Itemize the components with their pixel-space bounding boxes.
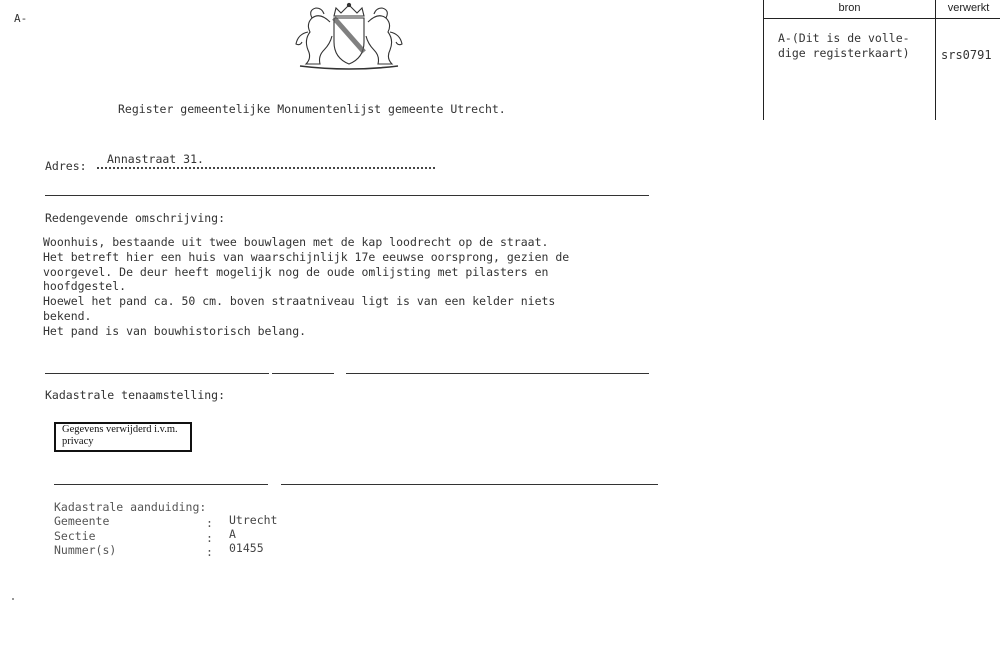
- gemeente-label: Gemeente: [54, 514, 110, 528]
- kadastrale-aanduiding-label: Kadastrale aanduiding:: [54, 500, 207, 514]
- source-header-box: [763, 0, 1000, 120]
- adres-value: Annastraat 31.: [107, 152, 204, 166]
- corner-mark: A-: [14, 12, 28, 25]
- bron-value: A-(Dit is de volle- dige registerkaart): [778, 31, 910, 60]
- gemeente-value: Utrecht: [229, 513, 278, 527]
- adres-label: Adres:: [45, 159, 87, 173]
- sectie-separator: :: [206, 531, 213, 545]
- nummers-separator: :: [206, 545, 213, 559]
- gemeente-separator: :: [206, 516, 213, 530]
- scan-speck: [12, 598, 14, 600]
- kadastrale-tenaamstelling-label: Kadastrale tenaamstelling:: [45, 388, 226, 402]
- divider: [272, 373, 334, 374]
- omschrijving-text: Woonhuis, bestaande uit twee bouwlagen met de kap loodrecht op de straat. Het betreft hier een huis van waarschijnlijk 17e eeuwse oorsprong, gezien de voorgevel. De deur heeft mogelijk nog de oude omlijsting met pilasters en hoofdgestel. Hoewel het pand ca. 50 cm. boven straatniveau ligt is van een kelder niets bekend. Het pand is van bouwhistorisch belang.: [43, 235, 570, 338]
- bron-header: bron: [838, 2, 861, 14]
- adres-dotted-line: [97, 165, 435, 169]
- verwerkt-header: verwerkt: [947, 2, 990, 14]
- sectie-label: Sectie: [54, 529, 96, 543]
- divider: [281, 484, 658, 485]
- divider: [54, 484, 268, 485]
- omschrijving-label: Redengevende omschrijving:: [45, 211, 226, 225]
- divider: [346, 373, 649, 374]
- utrecht-coat-of-arms-icon: [290, 2, 408, 72]
- sectie-value: A: [229, 527, 236, 541]
- divider: [45, 195, 649, 196]
- privacy-note: Gegevens verwijderd i.v.m. privacy: [54, 422, 192, 452]
- verwerkt-value: srs0791: [941, 48, 992, 62]
- document-title: Register gemeentelijke Monumentenlijst gemeente Utrecht.: [118, 102, 506, 116]
- divider: [45, 373, 269, 374]
- nummers-value: 01455: [229, 541, 264, 555]
- nummers-label: Nummer(s): [54, 543, 117, 557]
